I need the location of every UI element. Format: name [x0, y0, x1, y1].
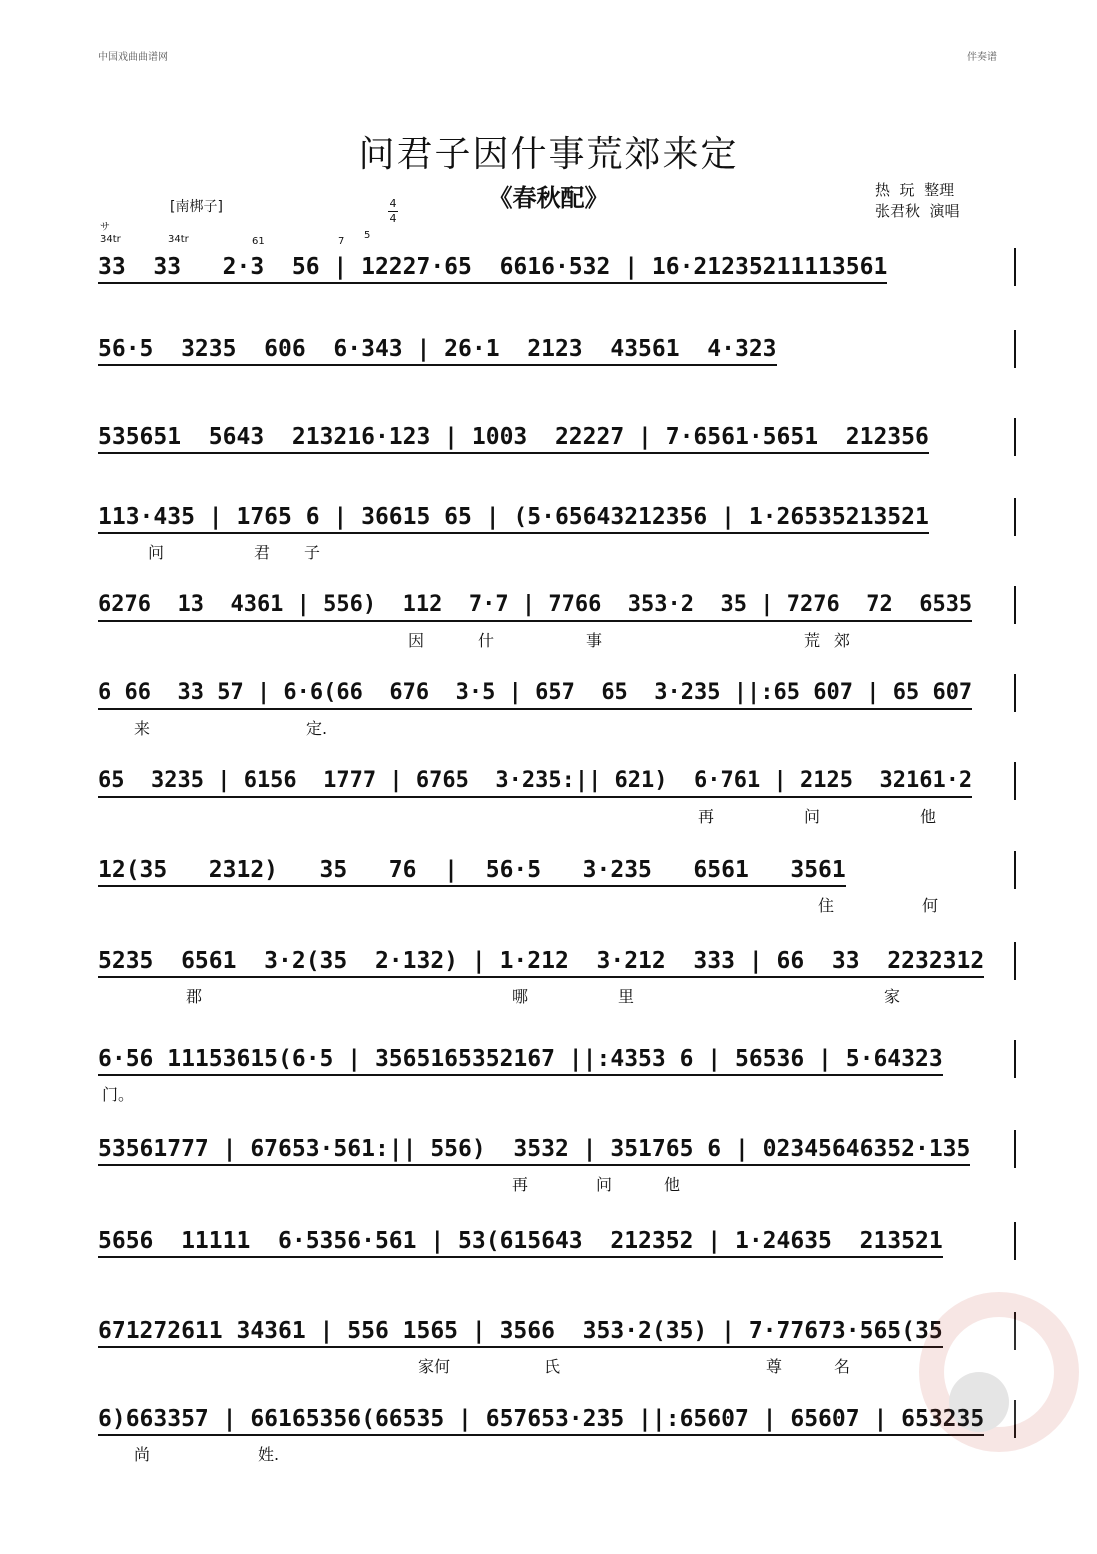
- lyric-syllable: 事: [586, 631, 603, 650]
- notation-text: 65 3235 | 6156 1777 | 6765 3·235:|| 621) 6·761 | 2125 32161·2: [98, 766, 972, 798]
- lyric-syllable: 尊: [766, 1357, 783, 1376]
- lyric-syllable: 他: [920, 807, 937, 826]
- notation-text: 33 33 2·3 56 | 12227·65 6616·532 | 16·21235211113561: [98, 252, 887, 284]
- time-signature-bottom: 4: [389, 212, 397, 225]
- barline: [1014, 418, 1016, 456]
- score-line: [98, 1044, 1018, 1104]
- lyric-syllable: 家何: [418, 1357, 451, 1376]
- lyric-syllable: 再: [698, 807, 715, 826]
- lyrics-row: [98, 290, 1018, 312]
- score-line: [98, 946, 1018, 1006]
- score-line: [98, 766, 1018, 826]
- lyric-syllable: 子: [304, 543, 321, 562]
- score-line: [98, 1226, 1018, 1260]
- lyrics-row: [98, 984, 1018, 1006]
- barline: [1014, 498, 1016, 536]
- lyrics-row: [98, 1172, 1018, 1194]
- notation-text: 53561777 | 67653·561:|| 556) 3532 | 351765 6 | 02345646352·135: [98, 1134, 970, 1166]
- lyrics-row: [98, 372, 1018, 394]
- lyric-syllable: 郡: [186, 987, 203, 1006]
- lyric-syllable: 门。: [102, 1085, 135, 1104]
- notation-text: 5656 11111 6·5356·561 | 53(615643 212352 | 1·24635 213521: [98, 1226, 943, 1258]
- page-subtitle: 《春秋配》: [488, 183, 609, 212]
- lyric-syllable: 他: [664, 1175, 681, 1194]
- lyrics-row: [98, 540, 1018, 562]
- lyric-syllable: 定.: [306, 719, 328, 738]
- trill-mark: 34tr: [100, 234, 121, 245]
- lyric-syllable: 名: [834, 1357, 851, 1376]
- score-line: [98, 334, 1018, 368]
- notation-text: 671272611 34361 | 556 1565 | 3566 353·2(35) | 7·77673·565(35: [98, 1316, 943, 1348]
- lyric-syllable: 什: [478, 631, 495, 650]
- lyric-syllable: 家: [884, 987, 901, 1006]
- site-header-left: 中国戏曲曲谱网: [98, 52, 168, 63]
- lyrics-row: [98, 1354, 1018, 1376]
- lyrics-row: [98, 804, 1018, 826]
- lyric-syllable: 里: [618, 987, 635, 1006]
- lyric-syllable: 荒: [804, 631, 821, 650]
- lyrics-row: [98, 893, 1018, 915]
- site-header-right: 伴奏谱: [967, 52, 997, 63]
- barline: [1014, 942, 1016, 980]
- lyrics-row: [98, 1264, 1018, 1286]
- barline: [1014, 1222, 1016, 1260]
- barline: [1014, 851, 1016, 889]
- credits: [875, 180, 960, 222]
- lyric-syllable: 哪: [512, 987, 529, 1006]
- score-line: [98, 502, 1018, 562]
- notation-text: 6276 13 4361 | 556) 112 7·7 | 7766 353·2 35 | 7276 72 6535: [98, 590, 972, 622]
- score-line: [98, 590, 1018, 650]
- score-line: [98, 1316, 1018, 1376]
- lyric-syllable: 何: [922, 896, 939, 915]
- lyric-syllable: 尚: [134, 1445, 151, 1464]
- time-signature: [388, 198, 398, 225]
- barline: [1014, 674, 1016, 712]
- notation-text: 535651 5643 213216·123 | 1003 22227 | 7·6561·5651 212356: [98, 422, 929, 454]
- credit-singer: 张君秋 演唱: [875, 202, 960, 220]
- score-line: [98, 252, 1018, 286]
- notation-text: 6·56 11153615(6·5 | 3565165352167 ||:4353 6 | 56536 | 5·64323: [98, 1044, 943, 1076]
- barline: [1014, 1040, 1016, 1078]
- lyric-syllable: 住: [818, 896, 835, 915]
- lyric-syllable: 问: [804, 807, 821, 826]
- trill-mark: 34tr: [168, 234, 189, 245]
- lyric-syllable: 姓.: [258, 1445, 280, 1464]
- barline: [1014, 586, 1016, 624]
- free-meter-mark: サ: [100, 222, 110, 233]
- time-signature-top: 4: [389, 197, 397, 210]
- lyrics-row: [98, 1442, 1018, 1464]
- notation-text: 12(35 2312) 35 76 | 56·5 3·235 6561 3561: [98, 855, 846, 887]
- barline: [1014, 248, 1016, 286]
- tune-name: [南梆子]: [170, 199, 223, 215]
- notation-text: 6)663357 | 66165356(66535 | 657653·235 ||:65607 | 65607 | 653235: [98, 1404, 984, 1436]
- lyric-syllable: 再: [512, 1175, 529, 1194]
- page-title: 问君子因什事荒郊来定: [358, 134, 739, 175]
- credit-arranger: 热 玩 整理: [875, 181, 955, 199]
- lyric-syllable: 郊: [834, 631, 851, 650]
- notation-text: 6 66 33 57 | 6·6(66 676 3·5 | 657 65 3·235 ||:65 607 | 65 607: [98, 678, 972, 710]
- lyric-syllable: 君: [254, 543, 271, 562]
- notation-text: 113·435 | 1765 6 | 36615 65 | (5·65643212356 | 1·26535213521: [98, 502, 929, 534]
- score-line: [98, 422, 1018, 456]
- lyric-syllable: 氏: [544, 1357, 561, 1376]
- barline: [1014, 1130, 1016, 1168]
- watermark-stamp: [909, 1262, 1079, 1492]
- barline: [1014, 330, 1016, 368]
- grace-note-mark: 5: [364, 230, 371, 241]
- score-line: [98, 1134, 1018, 1194]
- score-line: [98, 855, 1018, 915]
- lyrics-row: [98, 716, 1018, 738]
- lyrics-row: [98, 628, 1018, 650]
- score-line: [98, 678, 1018, 738]
- notation-text: 56·5 3235 606 6·343 | 26·1 2123 43561 4·323: [98, 334, 777, 366]
- notation-text: 5235 6561 3·2(35 2·132) | 1·212 3·212 333 | 66 33 2232312: [98, 946, 984, 978]
- lyric-syllable: 问: [148, 543, 165, 562]
- lyric-syllable: 因: [408, 631, 425, 650]
- grace-note-mark: 7: [338, 236, 345, 247]
- barline: [1014, 762, 1016, 800]
- lyrics-row: [98, 1082, 1018, 1104]
- lyric-syllable: 问: [596, 1175, 613, 1194]
- score-line: [98, 1404, 1018, 1464]
- lyrics-row: [98, 460, 1018, 482]
- grace-note-mark: 61: [252, 236, 265, 247]
- lyric-syllable: 来: [134, 719, 151, 738]
